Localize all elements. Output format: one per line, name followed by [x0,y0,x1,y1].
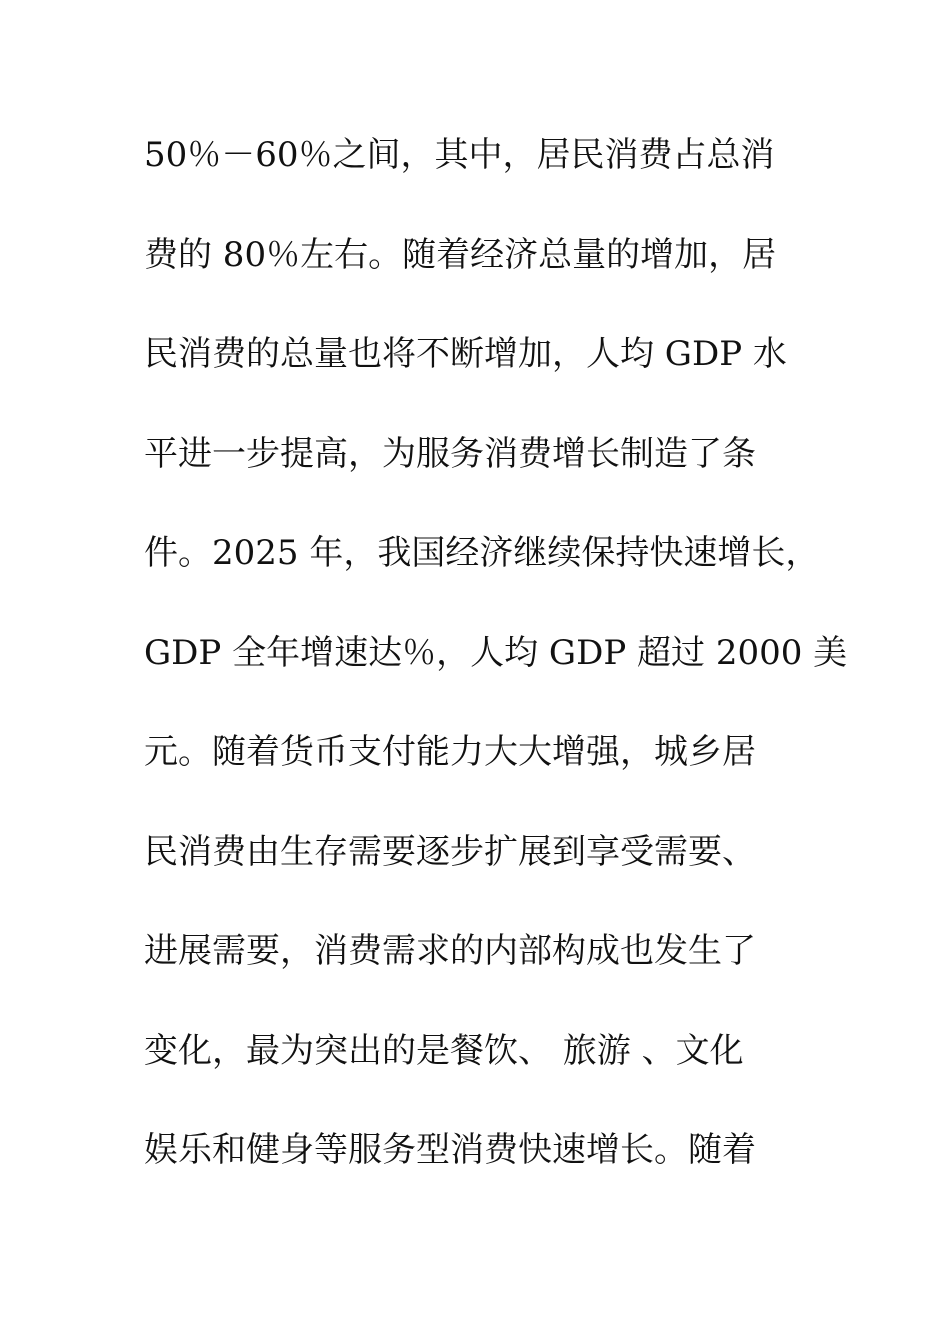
text-line: 民消费的总量也将不断增加，人均 GDP 水 [144,334,787,374]
text-line: 进展需要，消费需求的内部构成也发生了 [144,931,756,971]
body-text [144,127,848,1222]
text-line: GDP 全年增速达％，人均 GDP 超过 2000 美 [144,632,848,673]
text-line: 元。随着货币支付能力大大增强，城乡居 [144,732,756,772]
text-line: 民消费由生存需要逐步扩展到享受需要、 [144,831,756,872]
text-line: 费的 80％左右。随着经济总量的增加，居 [144,234,777,275]
text-line: 50％－60％之间，其中，居民消费占总消 [144,135,775,175]
text-line: 平进一步提高，为服务消费增长制造了条 [144,433,756,474]
text-line: 娱乐和健身等服务型消费快速增长。随着 [144,1130,756,1170]
text-line: 件。2025 年，我国经济继续保持快速增长， [144,533,820,573]
text-line: 变化，最为突出的是餐饮、 旅游 、文化 [144,1030,744,1071]
